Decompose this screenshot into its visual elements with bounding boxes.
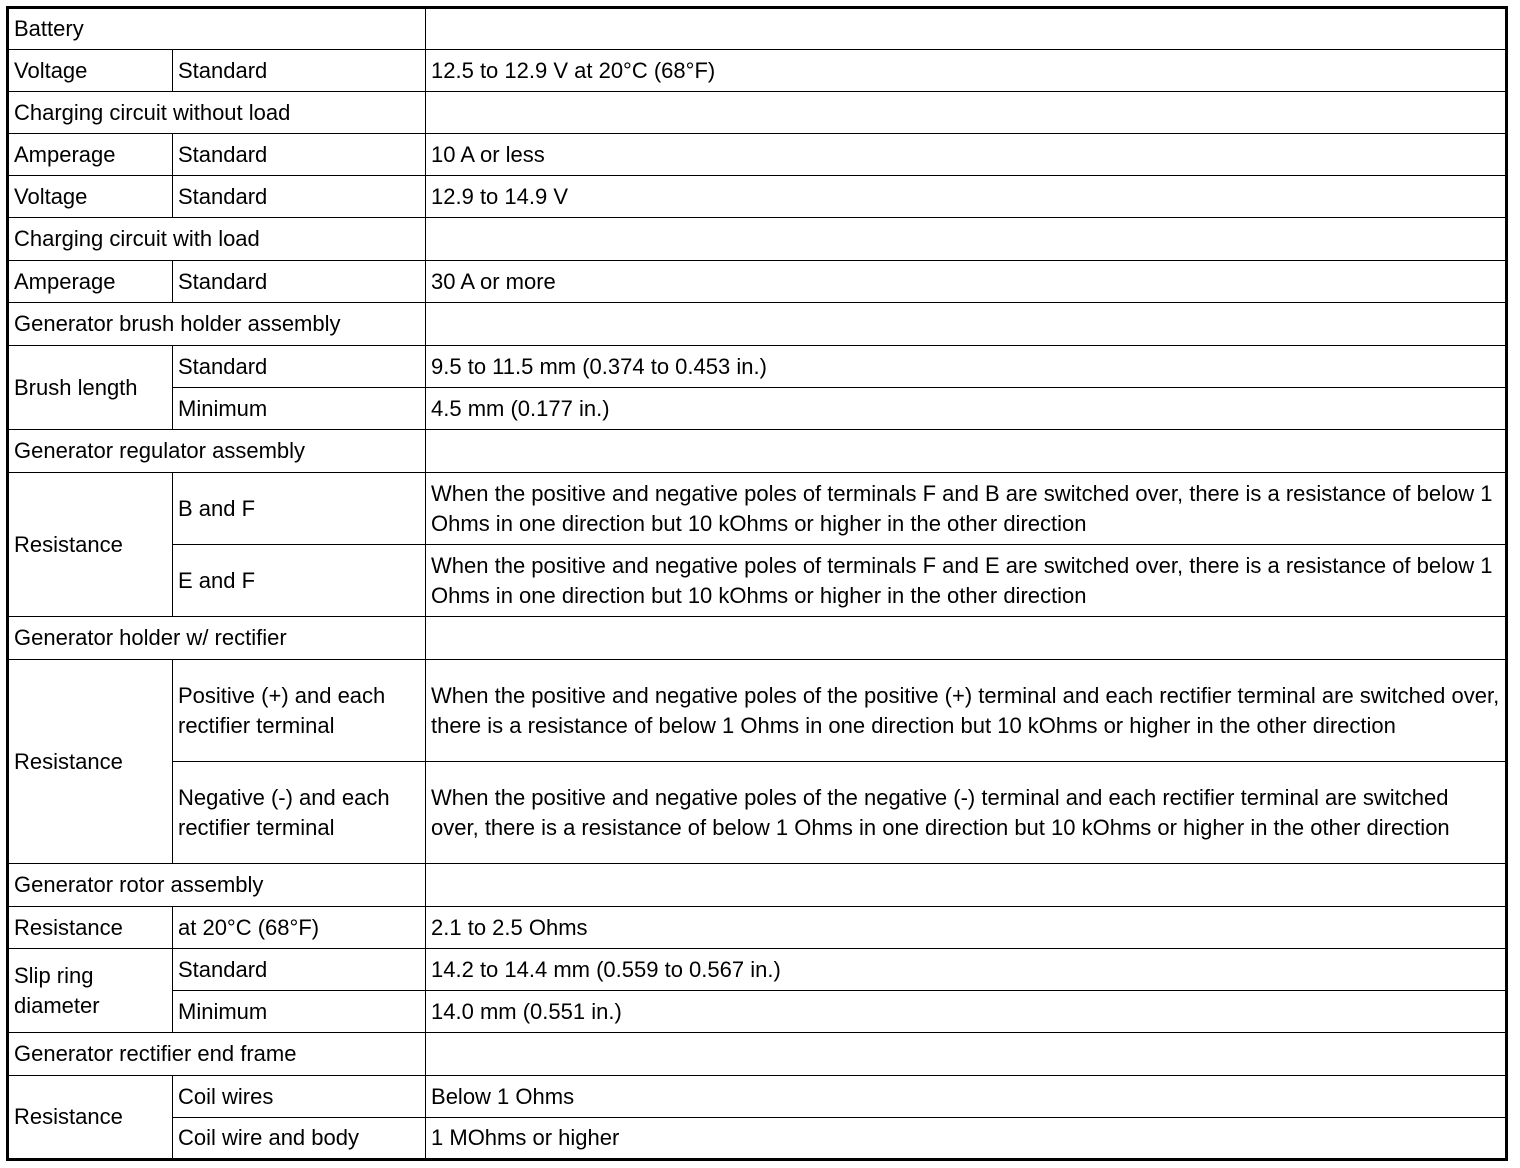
spec-value: 30 A or more <box>426 261 1507 303</box>
section-title: Battery <box>8 8 426 50</box>
condition-label: Coil wire and body <box>173 1118 426 1160</box>
table-row <box>8 1076 1507 1118</box>
condition-label: Minimum <box>173 388 426 430</box>
spec-value: 4.5 mm (0.177 in.) <box>426 388 1507 430</box>
table-row <box>8 991 1507 1033</box>
spec-value: 14.2 to 14.4 mm (0.559 to 0.567 in.) <box>426 949 1507 991</box>
table-row <box>8 545 1507 617</box>
section-header-row <box>8 864 1507 907</box>
section-header-row <box>8 303 1507 346</box>
table-row <box>8 1118 1507 1160</box>
item-label: Resistance <box>8 660 173 864</box>
section-header-row <box>8 617 1507 660</box>
item-label: Resistance <box>8 1076 173 1160</box>
item-label: Resistance <box>8 907 173 949</box>
condition-label: Standard <box>173 50 426 92</box>
spec-value: 9.5 to 11.5 mm (0.374 to 0.453 in.) <box>426 346 1507 388</box>
condition-label: Negative (-) and each rectifier terminal <box>173 762 426 864</box>
table-row <box>8 134 1507 176</box>
spec-value: 1 MOhms or higher <box>426 1118 1507 1160</box>
item-label: Voltage <box>8 50 173 92</box>
condition-label: Standard <box>173 261 426 303</box>
empty-cell <box>426 92 1507 134</box>
section-title: Generator brush holder assembly <box>8 303 426 346</box>
condition-label: E and F <box>173 545 426 617</box>
spec-value: 10 A or less <box>426 134 1507 176</box>
item-label: Resistance <box>8 473 173 617</box>
section-title: Generator rotor assembly <box>8 864 426 907</box>
item-label: Amperage <box>8 134 173 176</box>
section-header-row <box>8 430 1507 473</box>
table-row <box>8 50 1507 92</box>
section-header-row <box>8 1033 1507 1076</box>
empty-cell <box>426 1033 1507 1076</box>
section-title: Generator holder w/ rectifier <box>8 617 426 660</box>
section-title: Charging circuit without load <box>8 92 426 134</box>
condition-label: Standard <box>173 346 426 388</box>
condition-label: B and F <box>173 473 426 545</box>
specification-table <box>6 6 1508 1161</box>
condition-label: Minimum <box>173 991 426 1033</box>
table-row <box>8 388 1507 430</box>
table-row <box>8 660 1507 762</box>
table-row <box>8 762 1507 864</box>
empty-cell <box>426 303 1507 346</box>
section-title: Generator rectifier end frame <box>8 1033 426 1076</box>
condition-label: Standard <box>173 134 426 176</box>
table-row <box>8 346 1507 388</box>
spec-value: 12.9 to 14.9 V <box>426 176 1507 218</box>
item-label: Amperage <box>8 261 173 303</box>
section-header-row <box>8 92 1507 134</box>
section-header-row <box>8 218 1507 261</box>
spec-value: 14.0 mm (0.551 in.) <box>426 991 1507 1033</box>
empty-cell <box>426 617 1507 660</box>
table-row <box>8 473 1507 545</box>
spec-value: When the positive and negative poles of the positive (+) terminal and each rectifier terminal are switched over, there is a resistance of below 1 Ohms in one direction but 10 kOhms or higher in the other direction <box>426 660 1507 762</box>
table-row <box>8 176 1507 218</box>
condition-label: Standard <box>173 176 426 218</box>
spec-value: 12.5 to 12.9 V at 20°C (68°F) <box>426 50 1507 92</box>
item-label: Voltage <box>8 176 173 218</box>
empty-cell <box>426 430 1507 473</box>
spec-value: When the positive and negative poles of terminals F and B are switched over, there is a resistance of below 1 Ohms in one direction but 10 kOhms or higher in the other direction <box>426 473 1507 545</box>
table-row <box>8 261 1507 303</box>
condition-label: at 20°C (68°F) <box>173 907 426 949</box>
spec-value: Below 1 Ohms <box>426 1076 1507 1118</box>
section-header-row <box>8 8 1507 50</box>
item-label: Brush length <box>8 346 173 430</box>
table-row <box>8 907 1507 949</box>
condition-label: Standard <box>173 949 426 991</box>
condition-label: Coil wires <box>173 1076 426 1118</box>
empty-cell <box>426 864 1507 907</box>
spec-value: When the positive and negative poles of terminals F and E are switched over, there is a resistance of below 1 Ohms in one direction but 10 kOhms or higher in the other direction <box>426 545 1507 617</box>
condition-label: Positive (+) and each rectifier terminal <box>173 660 426 762</box>
empty-cell <box>426 218 1507 261</box>
section-title: Charging circuit with load <box>8 218 426 261</box>
table-row <box>8 949 1507 991</box>
spec-value: When the positive and negative poles of the negative (-) terminal and each rectifier terminal are switched over, there is a resistance of below 1 Ohms in one direction but 10 kOhms or higher in the other direction <box>426 762 1507 864</box>
item-label: Slip ring diameter <box>8 949 173 1033</box>
empty-cell <box>426 8 1507 50</box>
section-title: Generator regulator assembly <box>8 430 426 473</box>
spec-value: 2.1 to 2.5 Ohms <box>426 907 1507 949</box>
